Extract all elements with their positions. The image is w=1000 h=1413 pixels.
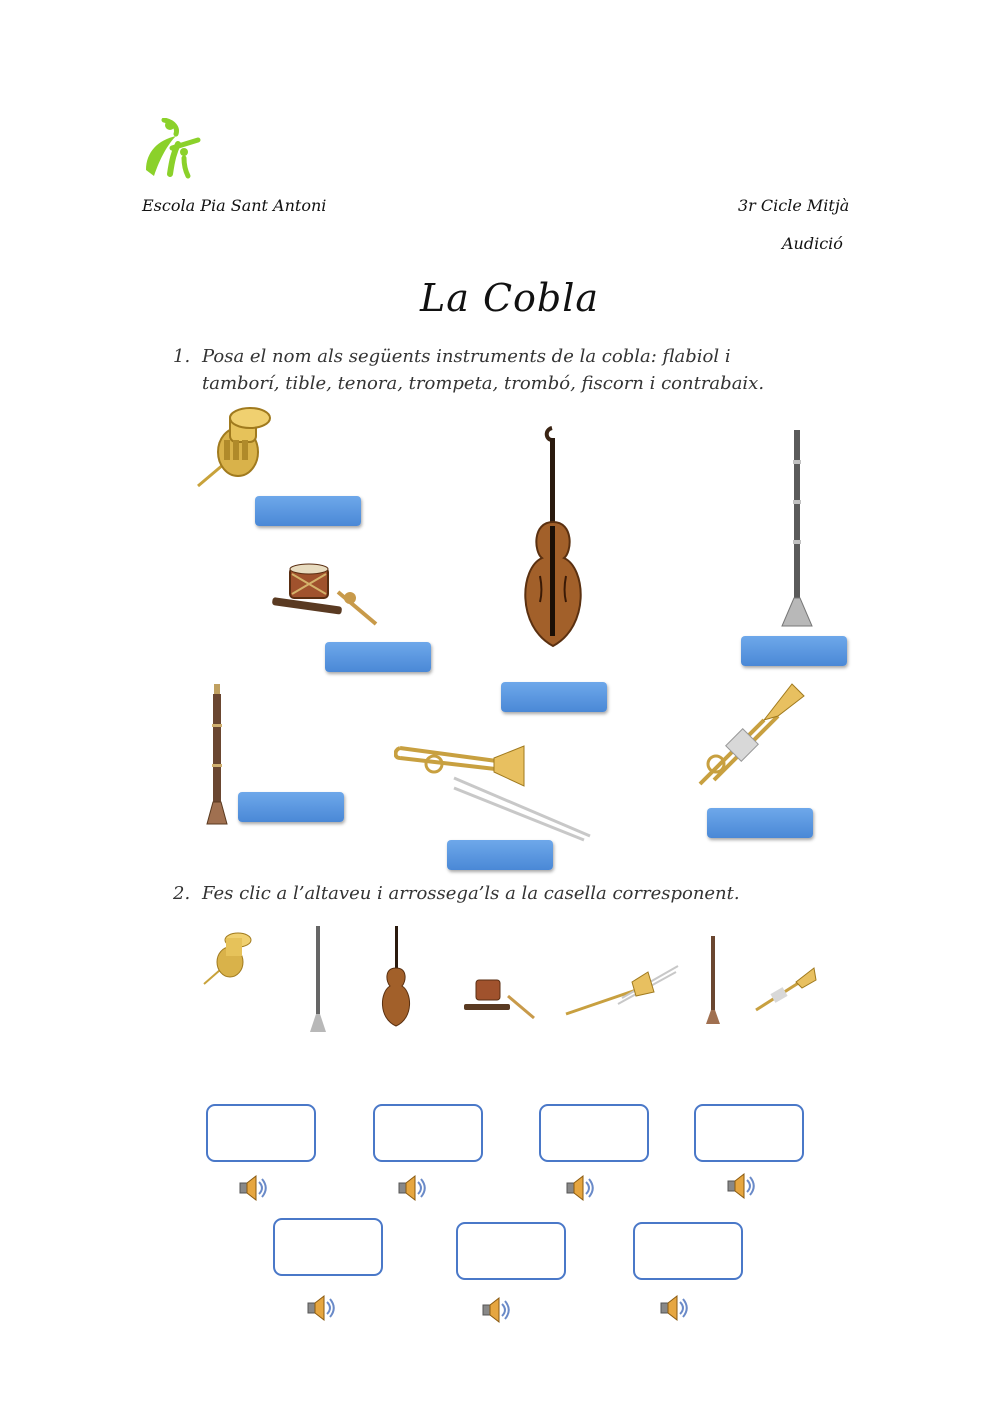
drop-box-6[interactable] [456,1222,566,1280]
page-title: La Cobla [420,276,600,320]
tible-image [780,430,814,630]
school-logo [140,118,202,182]
drop-box-2[interactable] [373,1104,483,1162]
fiscorn-image [188,404,280,494]
question-2-text: Fes clic a l’altaveu i arrossega’ls a la casella corresponent. [202,883,740,904]
question-1-line2: tamborí, tible, tenora, trompeta, trombó, fiscorn i contrabaix. [202,373,765,394]
flabiol-tambori-image [268,562,384,632]
contrabaix-image [512,426,594,656]
speaker-icon[interactable] [236,1174,268,1202]
answer-slot-trombo[interactable] [447,840,553,870]
trompeta-image [694,680,806,790]
speaker-icon[interactable] [395,1174,427,1202]
speaker-icon[interactable] [304,1294,336,1322]
answer-slot-tible[interactable] [741,636,847,666]
school-name: Escola Pia Sant Antoni [142,196,327,215]
speaker-icon[interactable] [563,1174,595,1202]
subject-label: Audició [782,234,843,253]
tenora-image [204,684,230,826]
answer-slot-contrabaix[interactable] [501,682,607,712]
drop-box-1[interactable] [206,1104,316,1162]
drag-contrabaix[interactable] [378,926,414,1030]
speaker-icon[interactable] [479,1296,511,1324]
drop-box-4[interactable] [694,1104,804,1162]
question-1-line1: Posa el nom als següents instruments de la cobla: flabiol i [202,346,731,367]
drag-tible[interactable] [308,926,328,1034]
drag-tenora[interactable] [704,936,722,1026]
drop-box-7[interactable] [633,1222,743,1280]
drag-fiscorn[interactable] [200,930,256,988]
speaker-icon[interactable] [657,1294,689,1322]
answer-slot-fiscorn[interactable] [255,496,361,526]
answer-slot-tenora[interactable] [238,792,344,822]
drag-flabiol-tambori[interactable] [462,976,538,1022]
course-level: 3r Cicle Mitjà [738,196,850,215]
drop-box-5[interactable] [273,1218,383,1276]
question-2-number: 2. [173,883,191,904]
speaker-icon[interactable] [724,1172,756,1200]
answer-slot-trompeta[interactable] [707,808,813,838]
drop-box-3[interactable] [539,1104,649,1162]
answer-slot-flabiol[interactable] [325,642,431,672]
drag-trombo[interactable] [562,958,680,1020]
question-1-number: 1. [173,346,191,367]
trombo-image [394,738,594,842]
drag-trompeta[interactable] [752,966,818,1014]
